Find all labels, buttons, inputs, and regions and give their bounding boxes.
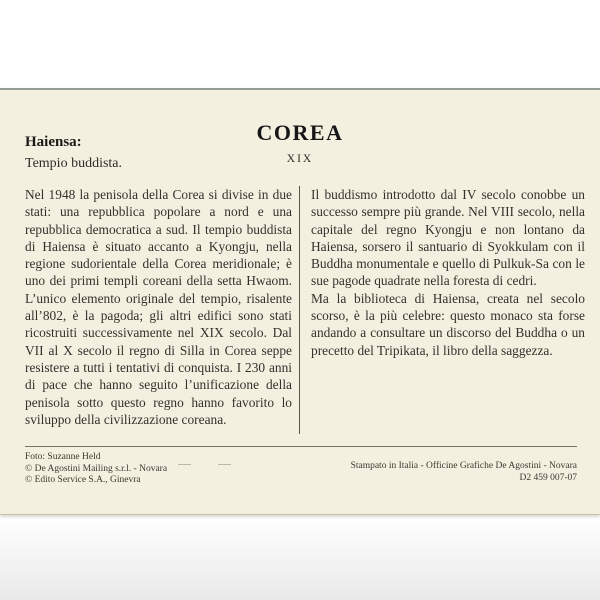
card-heading: Haiensa: xyxy=(25,134,82,150)
footer-printing-info xyxy=(351,461,577,484)
credit-line: Foto: Suzanne Held xyxy=(25,452,101,462)
postcard-back xyxy=(0,88,600,515)
footer-credits xyxy=(25,452,167,487)
series-numeral: XIX xyxy=(286,153,314,165)
body-columns xyxy=(25,186,586,434)
scan-artifact-dash xyxy=(218,464,231,465)
footer-divider-rule xyxy=(25,446,577,447)
paragraph: Ma la biblioteca di Haiensa, creata nel secolo scorso, è la più celebre: questo monaco sta forse andando a consultare un discorso del Buddha o un precetto del Tripikata, il libro della saggezza. xyxy=(311,290,585,358)
paragraph: Nel 1948 la penisola della Corea si divise in due stati: una repubblica popolare a nord e una repubblica democratica a sud. Il tempio buddista di Haiensa è situato accanto a Kyongju, nella regione sudorientale della Corea meridionale; è uno dei primi templi coreani della setta Hwaom. L’unico elemento originale del tempio, risalente all’802, è la pagoda; gli altri edifici sono stati ricostruiti successivamente nel XIX secolo. Dal VII al X secolo il regno di Silla in Corea seppe resistere a tutti i tentativi di conquista. I 230 anni di pace che hanno seguito l’unificazione della penisola sotto questo regno hanno favorito lo sviluppo della civilizzazione coreana. xyxy=(25,187,292,427)
credit-line: © Edito Service S.A., Ginevra xyxy=(25,475,141,485)
scan-artifact-dash xyxy=(178,464,191,465)
credit-line: © De Agostini Mailing s.r.l. - Novara xyxy=(25,463,168,474)
text-column-left xyxy=(25,186,292,428)
card-title: COREA xyxy=(256,120,344,145)
paragraph: Il buddismo introdotto dal IV secolo conobbe un successo sempre più grande. Nel VIII secolo, nella capitale del regno Kyongju e non lontano da Haiensa, sorsero il santuario di Syokkulam con il Buddha monumentale e quello di Pulkuk-Sa con le sue pagode quadrate nella foresta di cedri. xyxy=(311,187,585,289)
printing-line: D2 459 007-07 xyxy=(519,472,577,483)
card-subheading: Tempio buddista. xyxy=(25,156,123,171)
printing-line: Stampato in Italia - Officine Grafiche De Agostini - Novara xyxy=(350,461,577,471)
column-divider-rule xyxy=(299,186,300,434)
text-column-right xyxy=(311,186,585,359)
